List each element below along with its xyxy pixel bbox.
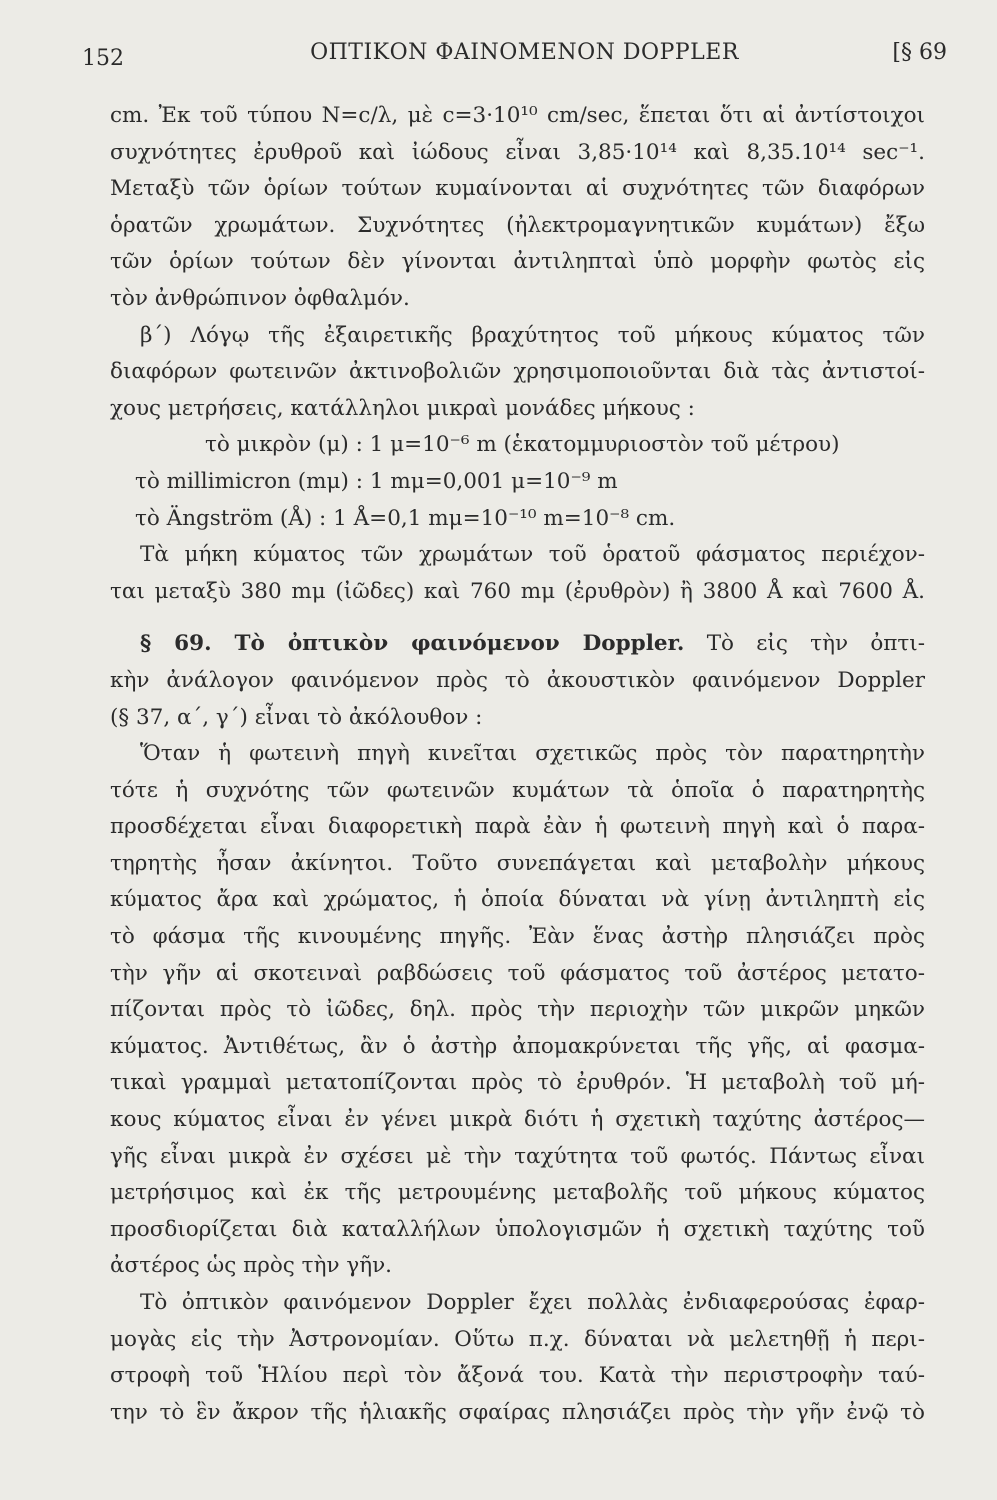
- running-title: ΟΠΤΙΚΟΝ ΦΑΙΝΟΜΕΝΟΝ DOPPLER: [310, 40, 739, 65]
- text-line: τὴν γῆν αἱ σκοτειναὶ ραβδώσεις τοῦ φάσματος τοῦ ἀστέρος μετατο-: [110, 960, 925, 986]
- text-line: ὁρατῶν χρωμάτων. Συχνότητες (ἠλεκτρομαγνητικῶν κυμάτων) ἔξω: [110, 212, 925, 238]
- text-line: τὸ μικρὸν (μ) : 1 μ=10⁻⁶ m (ἑκατομμυριοστὸν τοῦ μέτρου): [205, 432, 840, 458]
- text-line: τὸ Ängström (Å) : 1 Å=0,1 mμ=10⁻¹⁰ m=10⁻⁸ cm.: [135, 505, 676, 531]
- page-body: [110, 98, 925, 1431]
- text-line: Τὸ ὀπτικὸν φαινόμενον Doppler ἔχει πολλὰς ἐνδιαφερούσας ἐφαρ-: [140, 1290, 925, 1315]
- text-line: (§ 37, α΄, γ΄) εἶναι τὸ ἀκόλουθον :: [110, 704, 483, 730]
- text-line: την τὸ ἓν ἄκρον τῆς ἡλιακῆς σφαίρας πλησιάζει πρὸς τὴν γῆν ἐνῷ τὸ: [110, 1399, 925, 1425]
- text-line: μετρήσιμος καὶ ἐκ τῆς μετρουμένης μεταβολῆς τοῦ μήκους κύματος: [110, 1180, 925, 1206]
- text-line: τῶν ὁρίων τούτων δὲν γίνονται ἀντιληπταὶ ὑπὸ μορφὴν φωτὸς εἰς: [110, 249, 925, 275]
- text-line: ται μεταξὺ 380 mμ (ἰῶδες) καὶ 760 mμ (ἐρυθρὸν) ἢ 3800 Å καὶ 7600 Å.: [110, 578, 925, 604]
- text-line: τὸ φάσμα τῆς κινουμένης πηγῆς. Ἐὰν ἕνας ἀστὴρ πλησιάζει πρὸς: [110, 924, 925, 950]
- text-line: [110, 610, 925, 618]
- running-header: [82, 40, 947, 80]
- text-line: προσδέχεται εἶναι διαφορετικὴ παρὰ ἐὰν ἡ φωτεινὴ πηγὴ καὶ ὁ παρα-: [110, 814, 925, 840]
- text-line: προσδιορίζεται διὰ καταλλήλων ὑπολογισμῶν ἡ σχετικὴ ταχύτης τοῦ: [110, 1216, 925, 1242]
- section-heading: § 69. Τὸ ὀπτικὸν φαινόμενον Doppler.: [140, 631, 685, 657]
- text-line: συχνότητες ἐρυθροῦ καὶ ἰώδους εἶναι 3,85·10¹⁴ καὶ 8,35.10¹⁴ sec⁻¹.: [110, 139, 925, 165]
- text-line: τότε ἡ συχνότης τῶν φωτεινῶν κυμάτων τὰ ὁποῖα ὁ παρατηρητὴς: [110, 777, 925, 803]
- text-line: cm. Ἐκ τοῦ τύπου N=c/λ, μὲ c=3·10¹⁰ cm/sec, ἕπεται ὅτι αἱ ἀντίστοιχοι: [110, 103, 925, 128]
- text-line: μογὰς εἰς τὴν Ἀστρονομίαν. Οὕτω π.χ. δύναται νὰ μελετηθῇ ἡ περι-: [110, 1326, 925, 1352]
- text-line: κους κύματος εἶναι ἐν γένει μικρὰ διότι ἡ σχετικὴ ταχύτης ἀστέρος—: [110, 1107, 925, 1133]
- text-line: τὸ millimicron (mμ) : 1 mμ=0,001 μ=10⁻⁹ m: [135, 468, 618, 494]
- text-line: Τὰ μήκη κύματος τῶν χρωμάτων τοῦ ὁρατοῦ φάσματος περιέχον-: [140, 542, 925, 568]
- text-line: ἀστέρος ὡς πρὸς τὴν γῆν.: [110, 1253, 392, 1279]
- section-reference: [§ 69: [892, 40, 947, 65]
- text-line: κύματος ἄρα καὶ χρώματος, ἡ ὁποία δύναται νὰ γίνῃ ἀντιληπτὴ εἰς: [110, 887, 925, 913]
- section-heading-line: [110, 626, 925, 663]
- text-line: πίζονται πρὸς τὸ ἰῶδες, δηλ. πρὸς τὴν περιοχὴν τῶν μικρῶν μηκῶν: [110, 997, 925, 1023]
- text-line: τικαὶ γραμμαὶ μετατοπίζονται πρὸς τὸ ἐρυθρόν. Ἡ μεταβολὴ τοῦ μή-: [110, 1070, 925, 1096]
- text-line: γῆς εἶναι μικρὰ ἐν σχέσει μὲ τὴν ταχύτητα τοῦ φωτός. Πάντως εἶναι: [110, 1143, 925, 1169]
- text-line: Μεταξὺ τῶν ὁρίων τούτων κυμαίνονται αἱ συχνότητες τῶν διαφόρων: [110, 176, 925, 202]
- text-line: διαφόρων φωτεινῶν ἀκτινοβολιῶν χρησιμοποιοῦνται διὰ τὰς ἀντιστοί-: [110, 359, 925, 385]
- text-line: χους μετρήσεις, κατάλληλοι μικραὶ μονάδες μήκους :: [110, 395, 695, 421]
- text-line: τὸν ἀνθρώπινον ὀφθαλμόν.: [110, 285, 410, 311]
- text-line: κύματος. Ἀντιθέτως, ἂν ὁ ἀστὴρ ἀπομακρύνεται τῆς γῆς, αἱ φασμα-: [110, 1033, 925, 1059]
- text-line: στροφὴ τοῦ Ἡλίου περὶ τὸν ἄξονά του. Κατὰ τὴν περιστροφὴν ταύ-: [110, 1363, 925, 1389]
- text-line: β΄) Λόγῳ τῆς ἐξαιρετικῆς βραχύτητος τοῦ μήκους κύματος τῶν: [140, 322, 925, 348]
- heading-continuation: Τὸ εἰς τὴν ὀπτι-: [684, 631, 925, 657]
- text-line: τηρητὴς ἦσαν ἀκίνητοι. Τοῦτο συνεπάγεται καὶ μεταβολὴν μήκους: [110, 850, 925, 876]
- page-number: 152: [82, 46, 124, 71]
- text-line: Ὅταν ἡ φωτεινὴ πηγὴ κινεῖται σχετικῶς πρὸς τὸν παρατηρητὴν: [140, 741, 925, 767]
- text-line: κὴν ἀνάλογον φαινόμενον πρὸς τὸ ἀκουστικὸν φαινόμενον Doppler: [110, 667, 925, 693]
